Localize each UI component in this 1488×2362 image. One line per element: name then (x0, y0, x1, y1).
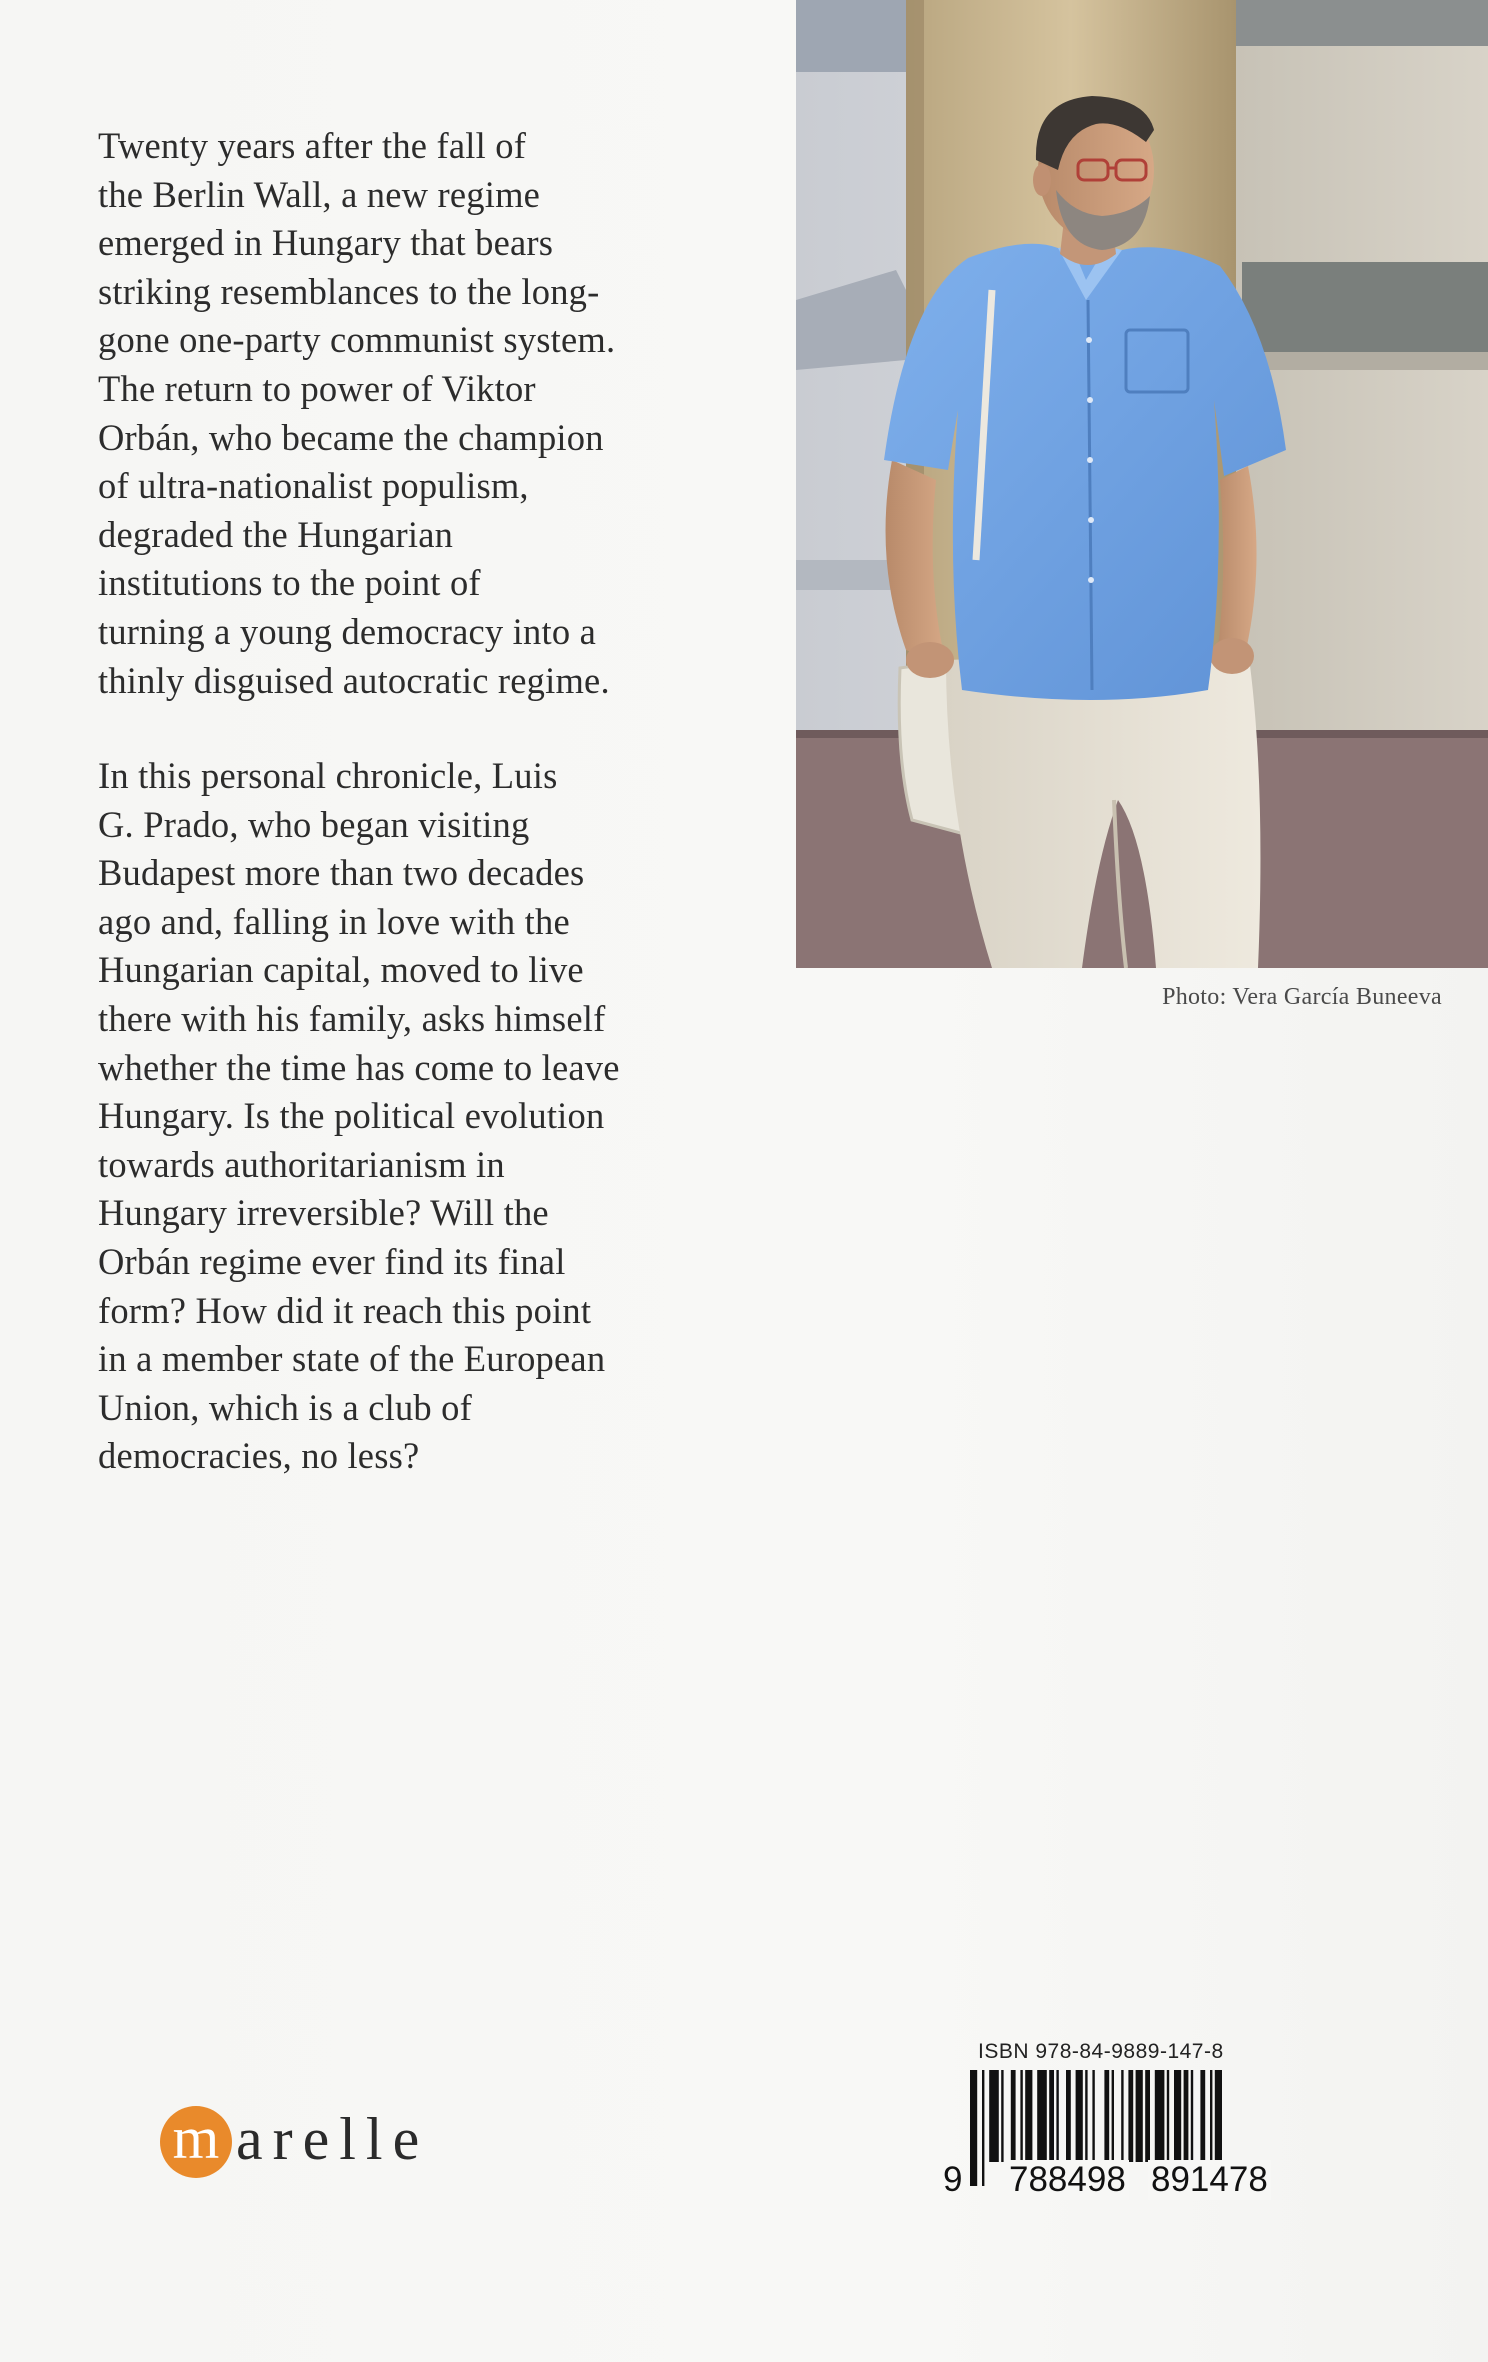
blurb-line: thinly disguised autocratic regime. (98, 659, 610, 701)
blurb-line: The return to power of Viktor (98, 367, 536, 409)
barcode-bar (1155, 2070, 1165, 2162)
blurb-line: in a member state of the European (98, 1338, 606, 1380)
blurb-line: democracies, no less? (98, 1435, 420, 1477)
blurb-line: Hungary. Is the political evolution (98, 1095, 605, 1137)
isbn-label: ISBN 978-84-9889-147-8 (978, 2040, 1224, 2063)
blurb-line: Union, which is a club of (98, 1386, 472, 1428)
blurb-line: Hungarian capital, moved to live (98, 949, 584, 991)
barcode-bar (970, 2070, 977, 2186)
blurb-line: the Berlin Wall, a new regime (98, 173, 541, 215)
barcode-bar (1167, 2070, 1169, 2162)
logo-wordmark: arelle (236, 2105, 430, 2172)
barcode-bar (989, 2070, 999, 2162)
barcode-bar (1121, 2070, 1123, 2162)
blurb-line: turning a young democracy into a (98, 610, 596, 652)
barcode-bar (1145, 2070, 1150, 2162)
barcode-bar (1056, 2070, 1058, 2162)
blurb-line: of ultra-nationalist populism, (98, 465, 529, 507)
barcode-bar (1020, 2070, 1022, 2162)
blurb-line: In this personal chronicle, Luis (98, 755, 558, 796)
blurb-line: emerged in Hungary that bears (98, 222, 554, 264)
blurb-line: G. Prado, who began visiting (98, 803, 530, 845)
barcode-bar (1011, 2070, 1016, 2162)
barcode-bar (1025, 2070, 1032, 2162)
barcode-bar (1112, 2070, 1114, 2162)
logo-initial: m (160, 2106, 232, 2178)
blurb-line: ago and, falling in love with the (98, 900, 570, 942)
blurb-line: form? How did it reach this point (98, 1289, 592, 1331)
barcode-digit-first: 9 (943, 2160, 963, 2199)
blurb-line: Orbán regime ever find its final (98, 1240, 566, 1282)
barcode-bar (1128, 2070, 1133, 2162)
barcode-bar (1001, 2070, 1003, 2162)
blurb-line: gone one-party communist system. (98, 319, 616, 361)
barcode-bar (1066, 2070, 1071, 2162)
barcode-bar (1184, 2070, 1189, 2162)
author-photo (796, 0, 1488, 968)
barcode-bar (1136, 2070, 1143, 2162)
barcode-bar (1174, 2070, 1181, 2162)
blurb-line: there with his family, asks himself (98, 997, 606, 1039)
blurb-paragraph-1 (98, 122, 718, 705)
barcode-bar (982, 2070, 984, 2186)
blurb-paragraph-2 (98, 752, 718, 1481)
blurb-line: Orbán, who became the champion (98, 416, 604, 458)
barcode-bar (1085, 2070, 1087, 2162)
blurb-line: whether the time has come to leave (98, 1046, 620, 1088)
barcode-bar (1092, 2070, 1094, 2162)
photo-credit: Photo: Vera García Buneeva (1162, 984, 1442, 1010)
blurb-line: towards authoritarianism in (98, 1143, 505, 1185)
publisher-logo (160, 2106, 429, 2178)
barcode-digits-left: 788498 (1006, 2160, 1129, 2200)
blurb-line: striking resemblances to the long- (98, 270, 600, 312)
barcode-digits-right: 891478 (1148, 2160, 1271, 2200)
barcode-bar (1037, 2070, 1047, 2162)
barcode-bar (1200, 2070, 1205, 2162)
barcode-bar (1076, 2070, 1083, 2162)
blurb-line: Hungary irreversible? Will the (98, 1192, 549, 1234)
blurb-line: institutions to the point of (98, 562, 481, 604)
barcode-bar (1049, 2070, 1054, 2162)
blurb-line: degraded the Hungarian (98, 513, 454, 555)
blurb-line: Twenty years after the fall of (98, 125, 527, 166)
blurb-line: Budapest more than two decades (98, 852, 585, 894)
barcode-bar (1191, 2070, 1193, 2162)
